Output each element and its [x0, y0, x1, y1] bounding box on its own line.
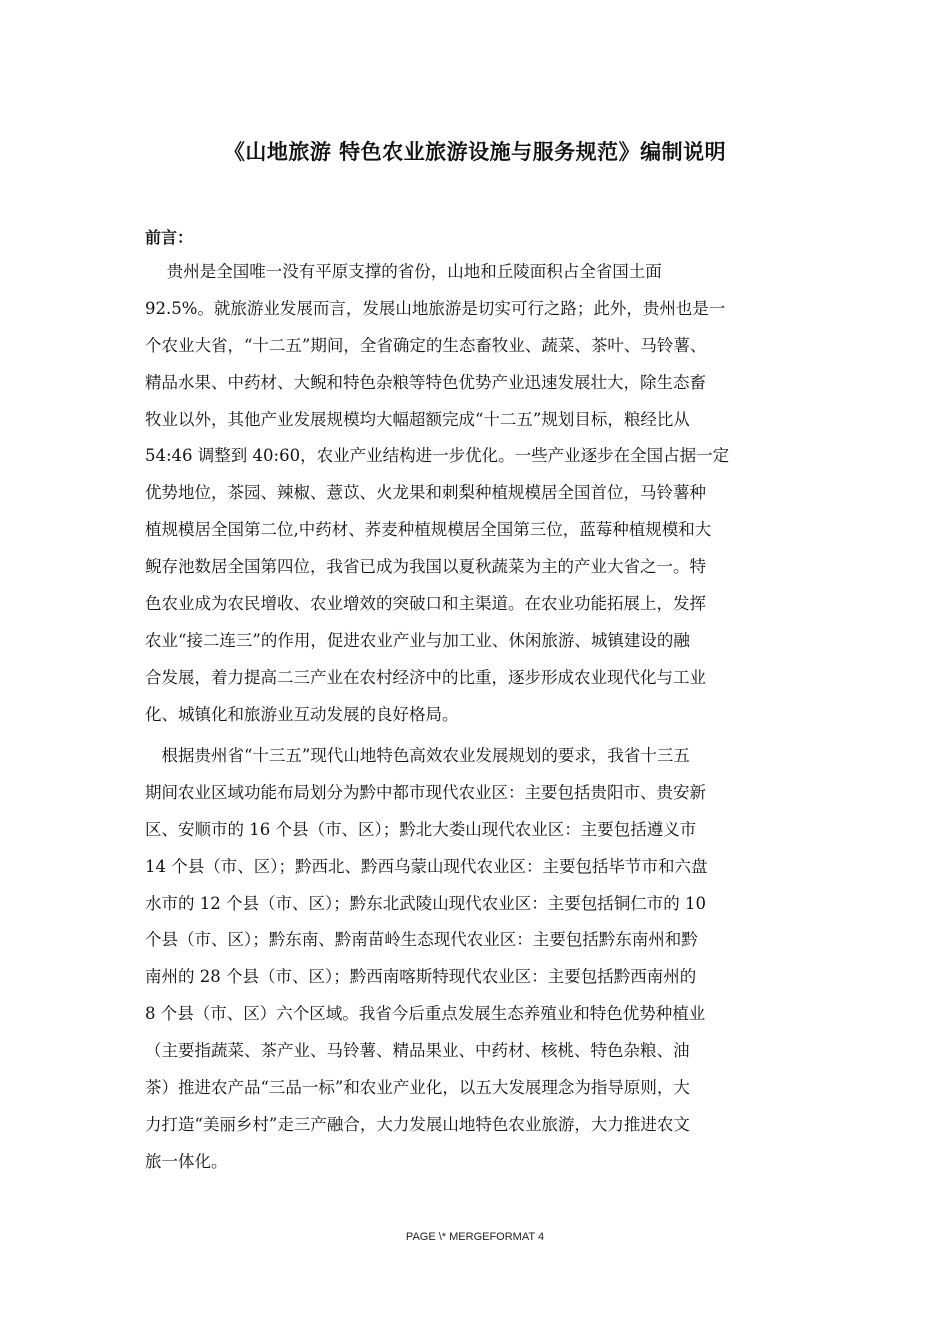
- paragraph-line: 旅一体化。: [145, 1151, 228, 1171]
- paragraph-line: 54:46 调整到 40:60，农业产业结构进一步优化。一些产业逐步在全国占据一定: [145, 446, 730, 466]
- paragraph-line: 南州的 28 个县（市、区）；黔西南喀斯特现代农业区：主要包括黔西南州的: [145, 967, 697, 987]
- paragraph-line: 植规模居全国第二位,中药材、荞麦种植规模居全国第三位，蓝莓种植规模和大: [145, 520, 712, 540]
- paragraph-line: 精品水果、中药材、大鲵和特色杂粮等特色优势产业迅速发展壮大，除生态畜: [145, 372, 706, 392]
- paragraph-line: 个农业大省，“十二五”期间，全省确定的生态畜牧业、蔬菜、茶叶、马铃薯、: [145, 335, 707, 355]
- paragraph-line: 期间农业区域功能布局划分为黔中都市现代农业区：主要包括贵阳市、贵安新: [145, 782, 706, 802]
- paragraph-line: 8 个县（市、区）六个区域。我省今后重点发展生态养殖业和特色优势种植业: [145, 1004, 706, 1024]
- paragraph-line: 农业“接二连三”的作用，促进农业产业与加工业、休闲旅游、城镇建设的融: [145, 630, 690, 650]
- paragraph-line: （主要指蔬菜、茶产业、马铃薯、精品果业、中药材、核桃、特色杂粮、油: [145, 1041, 690, 1061]
- paragraph-planning: [145, 738, 805, 1181]
- paragraph-intro: [145, 254, 805, 734]
- paragraph-line: 鲵存池数居全国第四位，我省已成为我国以夏秋蔬菜为主的产业大省之一。特: [145, 557, 706, 577]
- paragraph-line: 优势地位，茶园、辣椒、薏苡、火龙果和刺梨种植规模居全国首位，马铃薯种: [145, 483, 706, 503]
- page-footer-field-code: PAGE \* MERGEFORMAT 4: [405, 1231, 545, 1243]
- paragraph-line: 色农业成为农民增收、农业增效的突破口和主渠道。在农业功能拓展上，发挥: [145, 594, 706, 614]
- paragraph-line: 14 个县（市、区）；黔西北、黔西乌蒙山现代农业区：主要包括毕节市和六盘: [145, 856, 708, 876]
- paragraph-line: 牧业以外，其他产业发展规模均大幅超额完成“十二五”规划目标，粮经比从: [145, 409, 690, 429]
- paragraph-line: 区、安顺市的 16 个县（市、区）；黔北大娄山现代农业区：主要包括遵义市: [145, 819, 697, 839]
- paragraph-line: 力打造“美丽乡村”走三产融合，大力发展山地特色农业旅游，大力推进农文: [145, 1114, 690, 1134]
- paragraph-line: 贵州是全国唯一没有平原支撑的省份，山地和丘陵面积占全省国土面: [145, 262, 662, 281]
- document-title: 《山地旅游 特色农业旅游设施与服务规范》编制说明: [223, 139, 727, 164]
- paragraph-line: 92.5%。就旅游业发展而言，发展山地旅游是切实可行之路；此外，贵州也是一: [145, 298, 726, 318]
- paragraph-line: 个县（市、区）；黔东南、黔南苗岭生态现代农业区：主要包括黔东南州和黔: [145, 930, 698, 950]
- paragraph-line: 合发展，着力提高二三产业在农村经济中的比重，逐步形成农业现代化与工业: [145, 667, 706, 687]
- paragraph-line: 化、城镇化和旅游业互动发展的良好格局。: [145, 704, 459, 724]
- paragraph-line: 水市的 12 个县（市、区）；黔东北武陵山现代农业区：主要包括铜仁市的 10: [145, 893, 706, 913]
- paragraph-line: 根据贵州省“十三五”现代山地特色高效农业发展规划的要求，我省十三五: [145, 746, 690, 765]
- section-heading-preface: 前言：: [145, 228, 194, 247]
- paragraph-line: 茶）推进农产品“三品一标”和农业产业化，以五大发展理念为指导原则，大: [145, 1078, 690, 1098]
